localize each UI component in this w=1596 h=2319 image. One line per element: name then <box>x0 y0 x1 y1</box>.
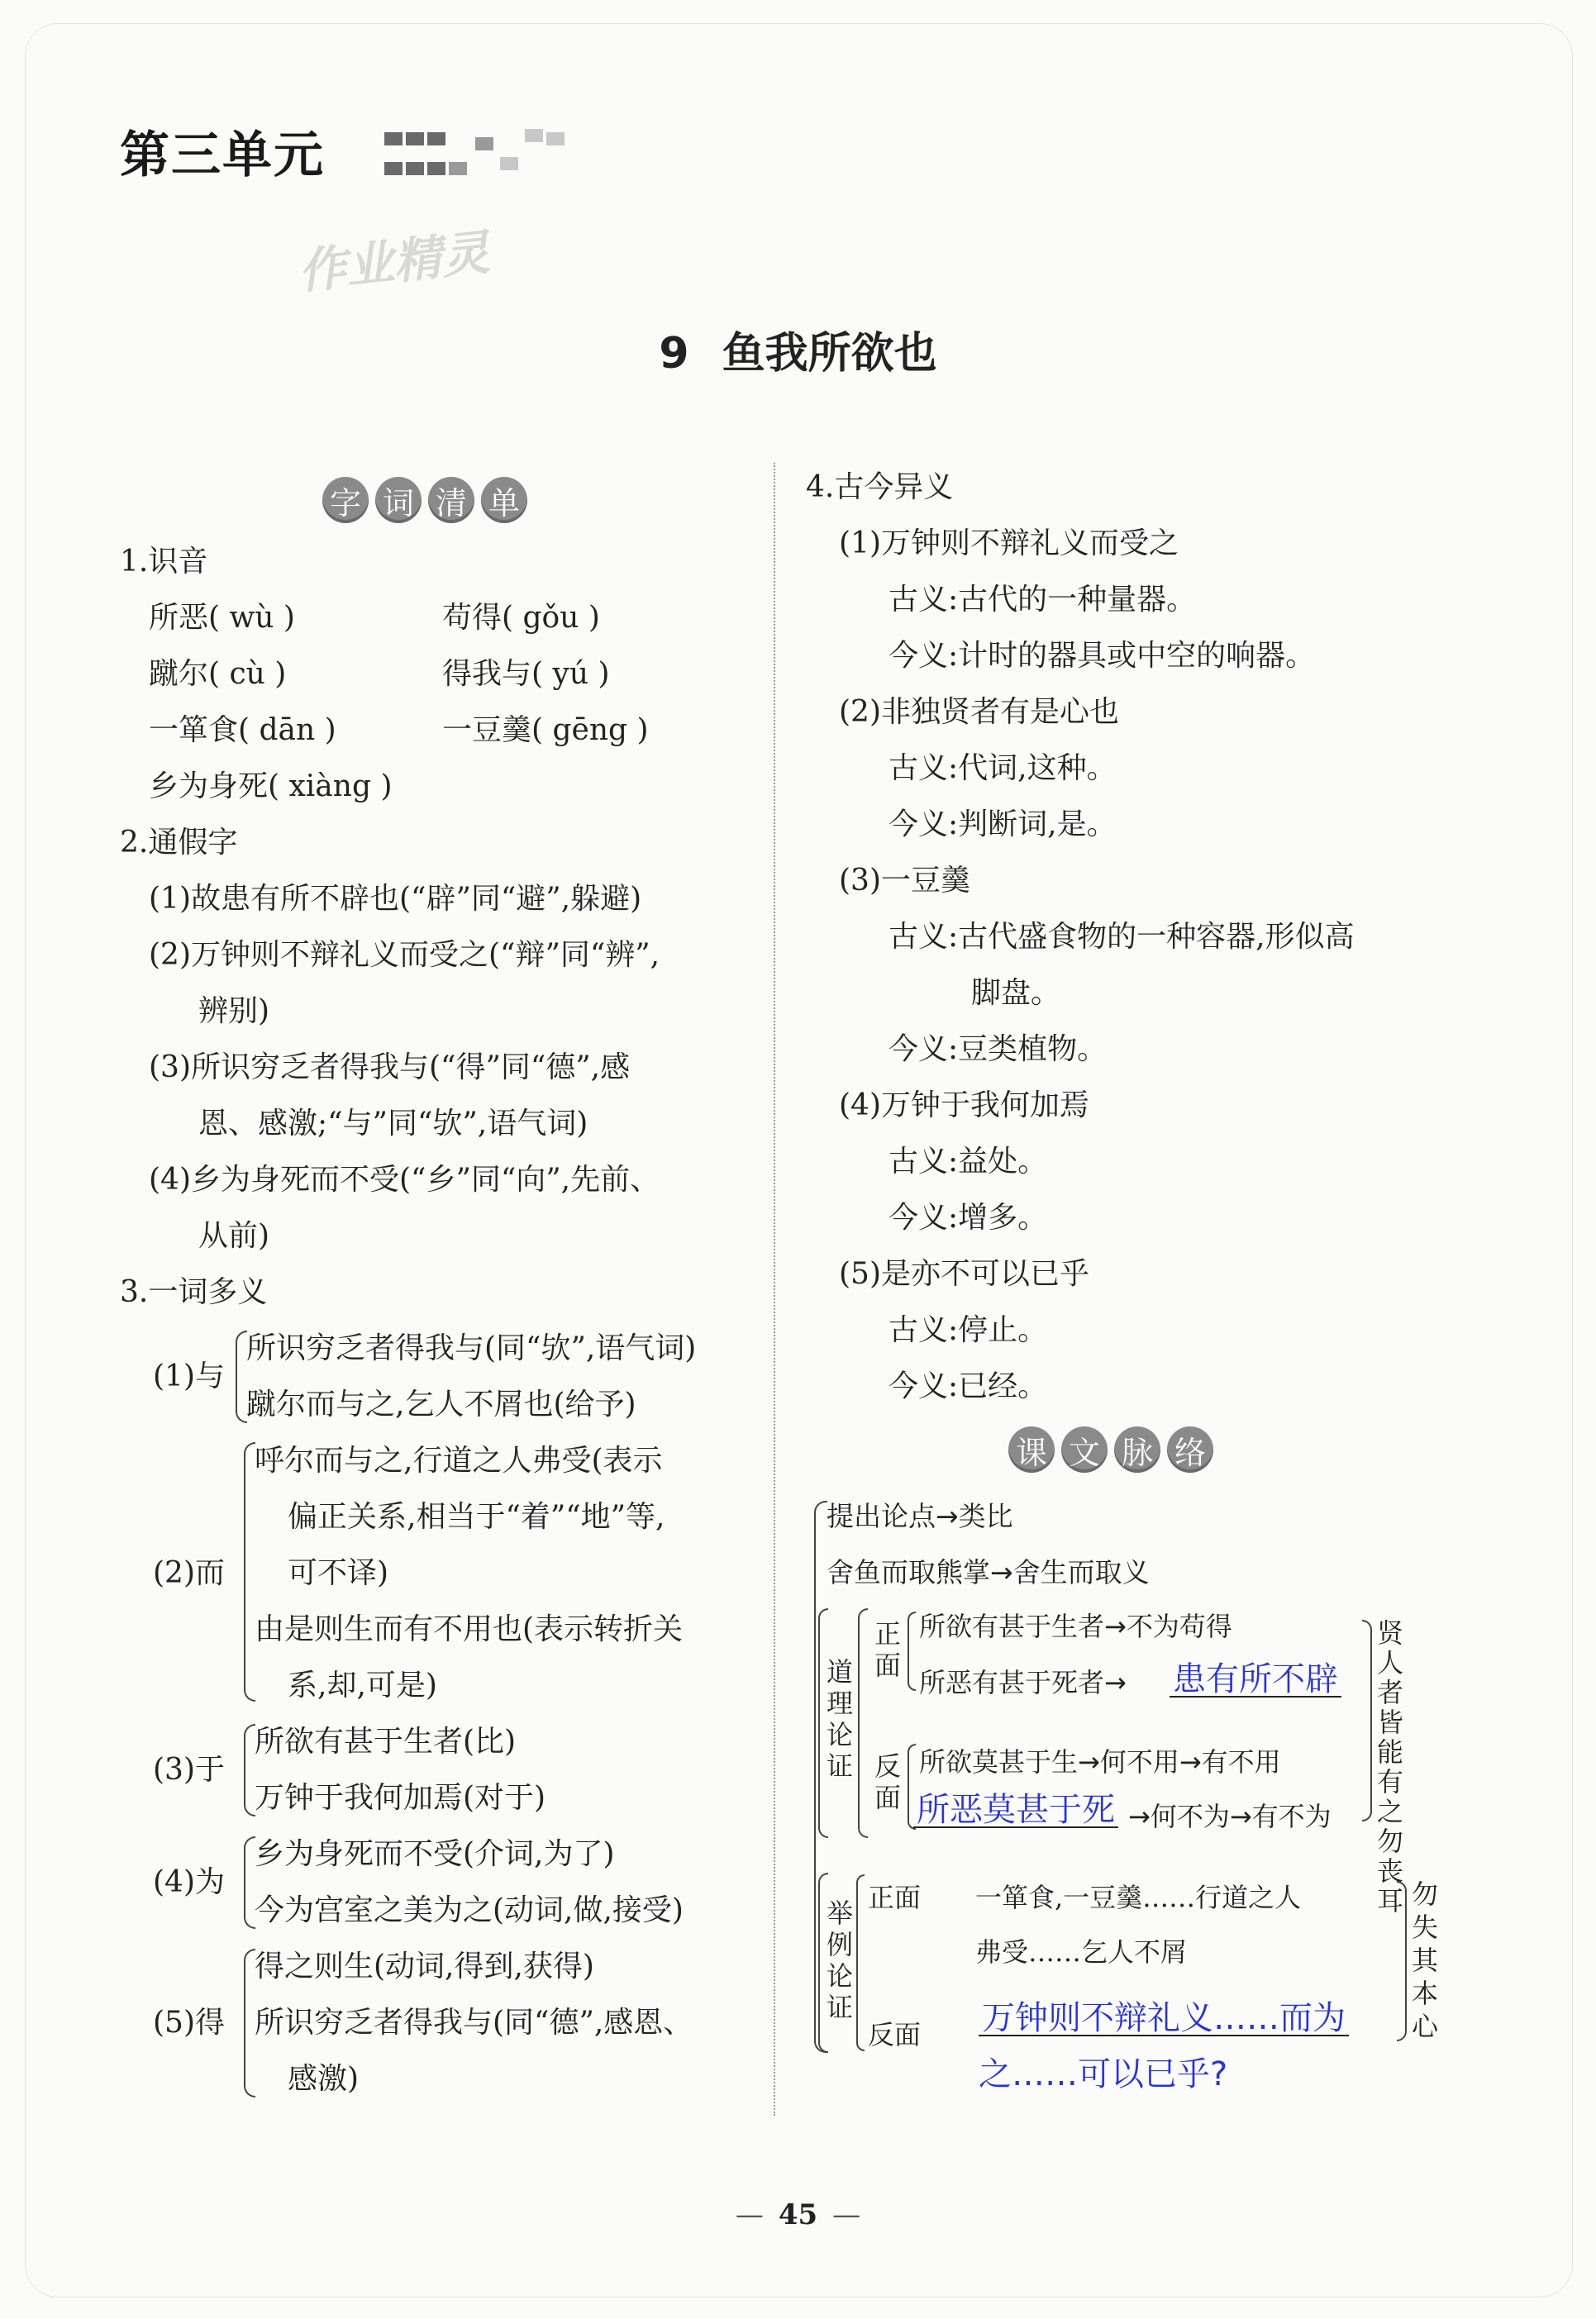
polysemy-line: 可不译) <box>288 1556 389 1590</box>
badge-char: 字 <box>322 477 369 523</box>
pronunciation-item: 乡为身死( xiàng ) <box>149 769 393 803</box>
brace <box>236 1331 247 1423</box>
polysemy-line: 万钟于我何加焉(对于) <box>255 1781 546 1815</box>
polysemy-line: 感激) <box>288 2062 360 2096</box>
gujin-line: 今义:已经。 <box>889 1369 1048 1403</box>
badge-char: 清 <box>428 477 474 523</box>
outline-node: →何不为→有不为 <box>1128 1801 1332 1832</box>
watermark: 作业精灵 <box>295 224 493 300</box>
gujin-line: (2)非独贤者有是心也 <box>839 695 1119 729</box>
pronunciation-item: 一箪食( dān ) <box>149 713 336 747</box>
example-line: 一箪食,一豆羹……行道之人 <box>975 1882 1302 1913</box>
tongjia-line: 辨别) <box>198 994 270 1028</box>
negative-label: 反面 <box>868 2019 922 2050</box>
gujin-line: 今义:判断词,是。 <box>889 807 1117 841</box>
outline-node: 所欲有甚于生者→不为苟得 <box>919 1611 1232 1642</box>
lesson-name: 鱼我所欲也 <box>722 329 937 379</box>
gujin-line: 今义:计时的器具或中空的响器。 <box>889 639 1316 673</box>
conclusion-text: 勿失其本心 <box>1411 1879 1438 2042</box>
outline-node: 所欲莫甚于生→何不用→有不用 <box>919 1746 1281 1778</box>
tongjia-line: (4)乡为身死而不受(“乡”同“向”,先前、 <box>149 1163 660 1197</box>
gujin-line: 古义:停止。 <box>889 1313 1048 1347</box>
outline-node: 舍鱼而取熊掌→舍生而取义 <box>827 1556 1150 1588</box>
badge-char: 文 <box>1061 1426 1108 1473</box>
outline-node: 所恶有甚于死者→ <box>919 1667 1127 1698</box>
reasoning-label: 道理论证 <box>826 1656 853 1782</box>
polysemy-line: 今为宫室之美为之(动词,做,接受) <box>255 1893 684 1927</box>
pronunciation-item: 蹴尔( cù ) <box>149 657 287 691</box>
positive-brace <box>908 1612 916 1691</box>
positive-label: 正面 <box>874 1618 901 1681</box>
tongjia-line: 恩、感激;“与”同“欤”,语气词) <box>198 1107 588 1140</box>
positive-label: 正面 <box>868 1882 922 1913</box>
answer-blank: 所恶莫甚于死 <box>913 1793 1118 1828</box>
polysemy-line: 系,却,可是) <box>288 1669 437 1702</box>
tongjia-line: (3)所识穷乏者得我与(“得”同“德”,感 <box>149 1050 631 1084</box>
column-divider <box>774 463 775 2116</box>
example-label: 举例论证 <box>826 1898 853 2023</box>
brace <box>244 1949 255 2098</box>
badge-char: 络 <box>1167 1426 1213 1473</box>
polysemy-line: 所识穷乏者得我与(同“德”,感恩、 <box>255 2006 693 2040</box>
polysemy-line: 偏正关系,相当于“着”“地”等, <box>288 1500 665 1534</box>
section-heading: 4.古今异义 <box>806 470 954 504</box>
pronunciation-item: 苟得( gǒu ) <box>442 601 600 635</box>
polysemy-line: 所欲有甚于生者(比) <box>255 1725 517 1759</box>
gujin-line: 今义:增多。 <box>889 1201 1048 1235</box>
page-number: — 45 — <box>735 2198 861 2231</box>
brace <box>244 1724 255 1817</box>
brace <box>244 1836 255 1929</box>
badge-char: 课 <box>1008 1426 1055 1473</box>
gujin-line: (5)是亦不可以已乎 <box>839 1257 1089 1291</box>
example-line: 弗受……乞人不屑 <box>975 1936 1188 1968</box>
outline-node: 提出论点→类比 <box>827 1500 1013 1532</box>
lesson-title <box>0 318 1596 380</box>
tongjia-line: 从前) <box>198 1219 270 1253</box>
tongjia-line: (2)万钟则不辩礼义而受之(“辩”同“辨”, <box>149 938 660 972</box>
conclusion-brace <box>1397 1881 1407 2041</box>
polysemy-label: (2)而 <box>153 1556 225 1590</box>
polysemy-label: (3)于 <box>153 1753 225 1787</box>
section-heading: 1.识音 <box>120 545 208 579</box>
pronunciation-item: 得我与( yú ) <box>442 657 610 691</box>
badge-vocab <box>322 477 527 523</box>
badge-char: 词 <box>375 477 422 523</box>
tongjia-line: (1)故患有所不辟也(“辟”同“避”,躲避) <box>149 882 642 916</box>
polysemy-line: 由是则生而有不用也(表示转折关 <box>255 1612 684 1646</box>
gujin-line: 古义:代词,这种。 <box>889 751 1117 785</box>
reasoning-sub-brace <box>858 1608 868 1838</box>
gujin-line: (3)一豆羹 <box>839 864 970 898</box>
answer-blank: 万钟则不辩礼义……而为 <box>979 2002 1349 2036</box>
unit-title: 第三单元 <box>120 126 325 184</box>
pronunciation-item: 一豆羹( gēng ) <box>442 713 649 747</box>
answer-blank: 患有所不辟 <box>1170 1663 1341 1698</box>
lesson-number: 9 <box>659 329 689 379</box>
answer-blank: 之……可以已乎? <box>979 2055 1228 2093</box>
polysemy-line: 呼尔而与之,行道之人弗受(表示 <box>255 1444 663 1478</box>
gujin-line: 今义:豆类植物。 <box>889 1032 1108 1066</box>
conclusion-text: 贤人者皆能有之勿丧耳 <box>1376 1617 1403 1917</box>
negative-label: 反面 <box>874 1750 901 1813</box>
section-heading: 2.通假字 <box>120 826 238 860</box>
badge-char: 单 <box>481 477 527 523</box>
conclusion-brace <box>1362 1620 1372 1821</box>
section-heading: 3.一词多义 <box>120 1275 268 1309</box>
badge-outline <box>1008 1426 1213 1473</box>
gujin-line: 脚盘。 <box>971 976 1061 1010</box>
polysemy-label: (1)与 <box>153 1359 225 1393</box>
gujin-line: (4)万钟于我何加焉 <box>839 1088 1089 1122</box>
polysemy-line: 得之则生(动词,得到,获得) <box>255 1950 594 1983</box>
brace <box>244 1442 255 1702</box>
pronunciation-item: 所恶( wù ) <box>149 601 295 635</box>
gujin-line: (1)万钟则不辩礼义而受之 <box>839 526 1179 560</box>
polysemy-line: 所识穷乏者得我与(同“欤”,语气词) <box>246 1331 697 1365</box>
gujin-line: 古义:古代盛食物的一种容器,形似高 <box>889 920 1355 954</box>
badge-char: 脉 <box>1114 1426 1160 1473</box>
polysemy-line: 乡为身死而不受(介词,为了) <box>255 1837 615 1871</box>
polysemy-label: (4)为 <box>153 1865 225 1899</box>
gujin-line: 古义:古代的一种量器。 <box>889 583 1197 617</box>
gujin-line: 古义:益处。 <box>889 1145 1048 1179</box>
polysemy-label: (5)得 <box>153 2006 225 2040</box>
polysemy-line: 蹴尔而与之,乞人不屑也(给予) <box>246 1388 636 1421</box>
example-sub-brace <box>856 1874 865 2051</box>
